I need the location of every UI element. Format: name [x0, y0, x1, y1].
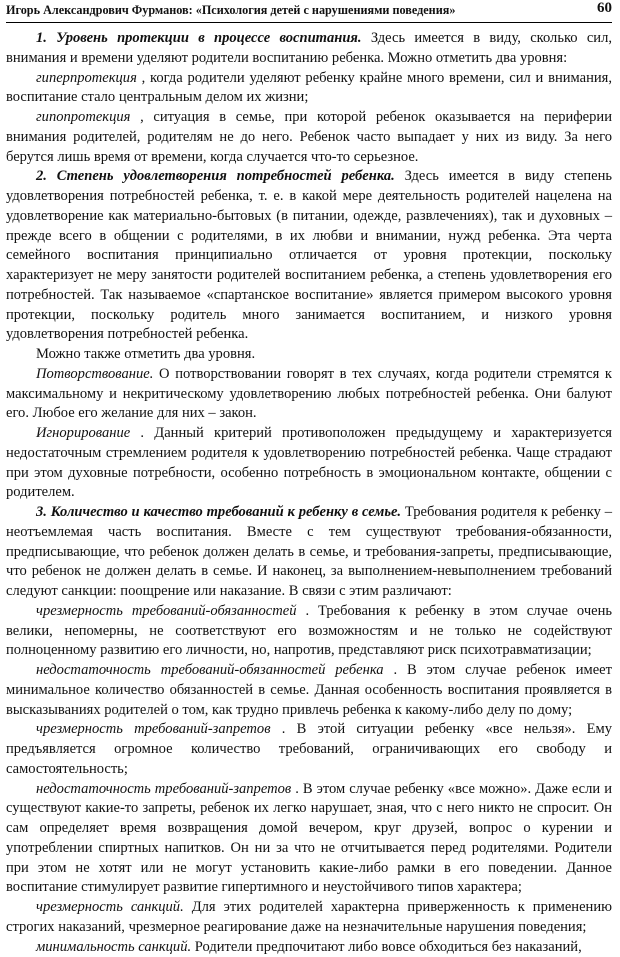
paragraph — [6, 661, 612, 720]
paragraph-text: Родители предпочитают либо вовсе обходиться без наказаний, — [191, 938, 582, 955]
running-header — [6, 0, 612, 23]
paragraph — [6, 898, 612, 938]
header-title: Игорь Александрович Фурманов: «Психология детей с нарушениями поведения» — [6, 3, 456, 17]
paragraph — [6, 365, 612, 424]
paragraph-text: . В этом случае ребенку «все можно». Даже если и существуют какие-то запреты, ребенок их легко нарушает, зная, что с него никто не спросит. Он сам определяет время возвращения домой вечером, круг друзей, вопрос о курении и употреблении спиртных напитков. Он ни за что не отчитывается перед родителями. Родители при этом не хотят или не могут установить какие-либо рамки в его поведении. Данное воспитание стимулирует развитие гипертимного и неустойчивого типов характера; — [6, 780, 612, 896]
term: недостаточность требований-обязанностей ребенка — [36, 662, 384, 678]
term: гипопротекция — [36, 109, 131, 125]
paragraph — [6, 29, 612, 69]
term: чрезмерность требований-обязанностей — [36, 602, 297, 619]
paragraph-text: , когда родители уделяют ребенку крайне много времени, сил и внимания, воспитание стало центральным делом их жизни; — [6, 69, 612, 106]
paragraph-text: Можно также отметить два уровня. — [36, 346, 256, 362]
section-heading-protection: 1. Уровень протекции в процессе воспитания. — [36, 30, 362, 46]
paragraph — [6, 938, 612, 957]
paragraph-text: , ситуация в семье, при которой ребенок оказывается на периферии внимания родителей, родителям не до него. Ребенок часто выпадает у них из виду. За него берутся лишь время от времени, когда случается что-то серьезное. — [6, 109, 612, 165]
paragraph-text: . Данный критерий противоположен предыдущему и характеризуется недостаточным стремлением родителя к удовлетворению потребностей ребенка. Чаще страдают при этом духовные потребности, особенно потребность в эмоциональном контакте, общении с родителем. — [6, 425, 612, 501]
paragraph — [6, 503, 612, 602]
paragraph-text: О потворствовании говорят в тех случаях, когда родители стремятся к максимальному и некритическому удовлетворению любых потребностей ребенка. Они балуют его. Любое его желание для них – закон. — [6, 365, 612, 422]
paragraph — [6, 780, 612, 899]
term: гиперпротекция — [36, 69, 137, 86]
paragraph-text: . Требования к ребенку в этом случае очень велики, непомерны, не соответствуют его возможностям и не только не содействуют полноценному развитию его личности, но, напротив, представляют риск психотравматизации; — [6, 602, 613, 659]
paragraph-text: Здесь имеется в виду, сколько сил, внимания и времени уделяют родители воспитанию ребенка. Можно отметить два уровня: — [6, 30, 612, 66]
paragraph — [6, 720, 612, 779]
term: Игнорирование — [36, 425, 131, 441]
paragraph-text: Требования родителя к ребенку – неотъемлемая часть воспитания. Вместе с тем существуют требования-обязанности, предписывающие, что ребенок должен делать в семье, и требования-запреты, предписывающие, что ребенок не должен делать в семье. И наконец, за выполнением-невыполнением требований следуют санкции: поощрение или наказание. В связи с этим различают: — [6, 504, 612, 599]
section-heading-needs: 2. Степень удовлетворения потребностей ребенка. — [36, 168, 395, 185]
page-number: 60 — [597, 0, 612, 16]
term: минимальность санкций. — [36, 938, 192, 955]
paragraph — [6, 108, 612, 167]
term: чрезмерность требований-запретов — [36, 721, 271, 738]
term: недостаточность требований-запретов — [36, 780, 292, 797]
paragraph — [6, 69, 612, 109]
paragraph — [6, 424, 612, 503]
paragraph — [6, 345, 612, 365]
page-body — [6, 29, 612, 957]
paragraph-text: . В этом случае ребенок имеет минимальное количество обязанностей в семье. Данная особенность воспитания проявляется в высказываниях родителей о том, как трудно привлечь ребенка к какому-либо делу по дому; — [6, 662, 612, 718]
term: чрезмерность санкций. — [36, 899, 184, 915]
paragraph-text: . В этой ситуации ребенку «все нельзя». Ему предъявляется огромное количество требований, ограничивающих его свободу и самостоятельность; — [6, 721, 612, 777]
term: Потворствование. — [36, 365, 154, 382]
paragraph-text: Для этих родителей характерна приверженность к применению строгих наказаний, чрезмерное реагирование даже на незначительные нарушения поведения; — [6, 899, 612, 935]
paragraph-text: Здесь имеется в виду степень удовлетворения потребностей ребенка, т. е. в какой мере деятельность родителей нацелена на удовлетворение как материально-бытовых (в питании, одежде, развлечениях), так и духовных – прежде всего в общении с родителями, в их любви и внимании, нужд ребенка. Эта черта семейного воспитания принципиально отличается от уровня протекции, поскольку характеризует не меру занятости родителей воспитанием ребенка, а степень удовлетворения его потребностей. Так называемое «спартанское воспитание» является примером высокого уровня протекции, поскольку родитель много занимается воспитанием, и низкого уровня удовлетворения потребностей ребенка. — [6, 168, 613, 343]
paragraph — [6, 602, 612, 661]
paragraph — [6, 167, 612, 345]
section-heading-requirements: 3. Количество и качество требований к ребенку в семье. — [36, 504, 402, 520]
